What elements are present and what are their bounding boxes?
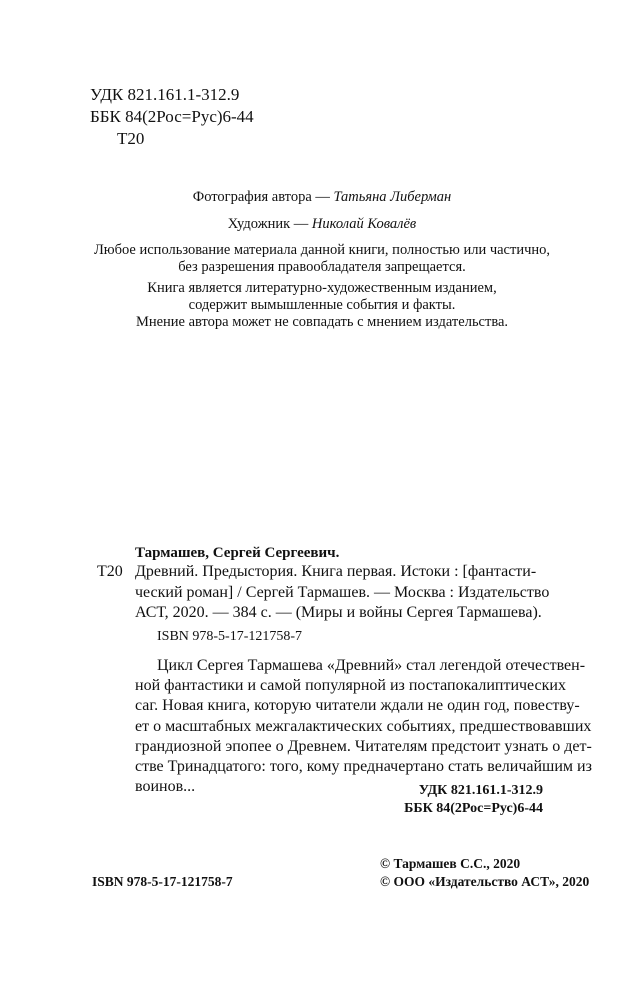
description-line: Древний. Предыстория. Книга первая. Истоки : [фантасти- xyxy=(135,563,537,580)
classification-codes xyxy=(90,84,254,150)
rights-notice-line: Любое использование материала данной книги, полностью или частично, xyxy=(93,242,551,258)
annotation-line: Цикл Сергея Тармашева «Древний» стал легендой отечествен- xyxy=(157,657,586,674)
copyright-block xyxy=(380,855,589,891)
bbk-code: ББК 84(2Рос=Рус)6-44 xyxy=(90,107,254,126)
record-description xyxy=(135,562,550,624)
artist-credit xyxy=(0,215,644,233)
record-author-mark: Т20 xyxy=(97,563,123,580)
description-line: АСТ, 2020. — 384 с. — (Миры и войны Сергея Тармашева). xyxy=(135,604,542,621)
artist-credit-prefix: Художник — xyxy=(227,216,312,232)
footer-isbn: ISBN 978-5-17-121758-7 xyxy=(92,874,233,889)
annotation-line: ной фантастики и самой популярной из постапокалиптических xyxy=(135,677,566,695)
annotation-line: ет о масштабных межгалактических событиях, предшествовавших xyxy=(135,717,592,735)
rights-notice xyxy=(0,242,644,276)
annotation-line: грандиозной эпопее о Древнем. Читателям предстоит узнать о дет- xyxy=(135,737,592,755)
annotation-line: стве Тринадцатого: того, кому предначертано стать величайшим из xyxy=(135,758,592,776)
fiction-notice-line: содержит вымышленные события и факты. xyxy=(188,297,456,313)
copyright-publisher: © ООО «Издательство АСТ», 2020 xyxy=(380,874,590,889)
rights-notice-line: без разрешения правообладателя запрещается. xyxy=(178,259,466,275)
record-bbk: ББК 84(2Рос=Рус)6-44 xyxy=(404,801,543,816)
fiction-notice-line: Книга является литературно-художественным изданием, xyxy=(147,280,497,296)
author-mark: Т20 xyxy=(117,129,145,148)
record-isbn: ISBN 978-5-17-121758-7 xyxy=(157,629,303,644)
description-line: ческий роман] / Сергей Тармашев. — Москва : Издательство xyxy=(135,583,550,601)
annotation-line: воинов... xyxy=(135,778,196,796)
artist-name: Николай Ковалёв xyxy=(311,216,417,232)
copyright-author: © Тармашев С.С., 2020 xyxy=(380,856,521,871)
record-udk: УДК 821.161.1-312.9 xyxy=(418,783,543,798)
record-classification xyxy=(330,782,543,818)
annotation-line: саг. Новая книга, которую читатели ждали не один год, повеству- xyxy=(135,697,580,715)
photo-credit-prefix: Фотография автора — xyxy=(192,189,334,205)
fiction-notice xyxy=(0,280,644,331)
photographer-name: Татьяна Либерман xyxy=(333,189,452,205)
photo-credit xyxy=(0,188,644,206)
record-annotation xyxy=(135,656,592,797)
fiction-notice-line: Мнение автора может не совпадать с мнением издательства. xyxy=(135,314,509,330)
record-author: Тармашев, Сергей Сергеевич. xyxy=(135,545,340,561)
udk-code: УДК 821.161.1-312.9 xyxy=(90,85,240,104)
